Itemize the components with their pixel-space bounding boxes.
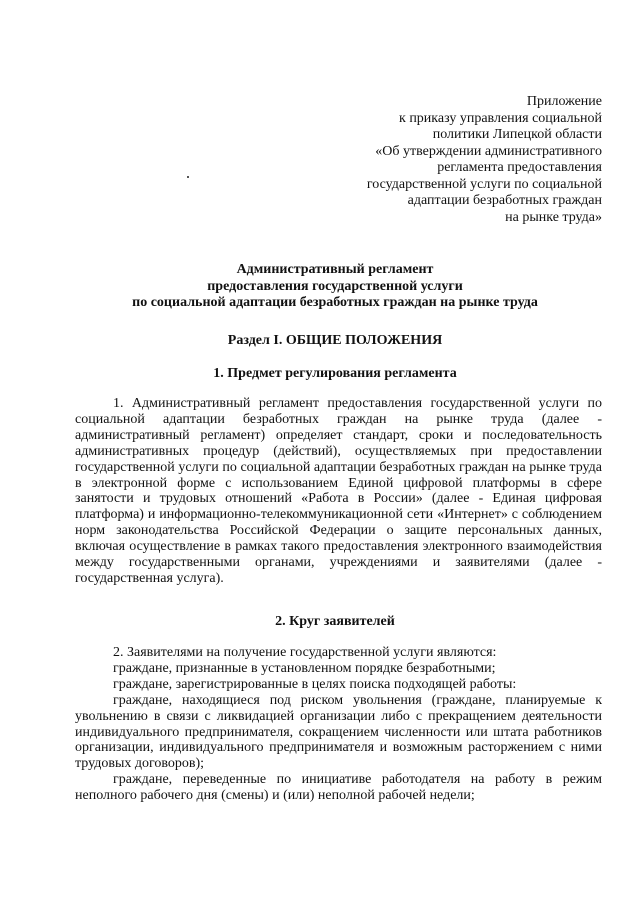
title-line: Административный регламент (236, 262, 434, 277)
subsection-body-1 (75, 396, 602, 587)
appendix-line: политики Липецкой области (432, 127, 602, 142)
paragraph: 2. Заявителями на получение государственной услуги являются: (113, 645, 497, 660)
document-title (70, 262, 600, 312)
paragraph: граждане, признанные в установленном порядке безработными; (113, 660, 496, 676)
appendix-block (367, 94, 602, 226)
appendix-line: государственной услуги по социальной (366, 176, 602, 192)
paragraph: граждане, находящиеся под риском увольнения (граждане, планируемые к увольнению в связи с ликвидацией организации либо с прекращением деятельности индивидуального предпринимателя, сокращением численности или штата работников организации, индивидуального предпринимателя и возможным расторжением с ними трудовых договоров); (75, 692, 602, 772)
appendix-line: Приложение (526, 94, 602, 109)
title-line: предоставления государственной услуги (207, 278, 463, 294)
appendix-line: «Об утверждении административного (375, 143, 602, 159)
subsection-heading-2: 2. Круг заявителей (275, 614, 395, 629)
subsection-body-2 (75, 645, 602, 804)
appendix-line: регламента предоставления (437, 160, 602, 175)
section-heading: Раздел I. ОБЩИЕ ПОЛОЖЕНИЯ (227, 333, 443, 348)
paragraph: 1. Административный регламент предоставления государственной услуги по социальной адаптации безработных граждан на рынке труда (далее - административный регламент) определяет стандарт, сроки и последовательность административных процедур (действий), осуществляемых при предоставлении государственной услуги по социальной адаптации безработных граждан на рынке труда в электронной форме с использованием Единой цифровой платформы в сфере занятости и трудовых отношений «Работа в России» (далее - Единая цифровая платформа) и информационно-телекоммуникационной сети «Интернет» с соблюдением норм законодательства Российской Федерации о защите персональных данных, включая осуществление в рамках такого предоставления электронного взаимодействия между государственными органами, учреждениями и заявителями (далее - государственная услуга). (75, 396, 602, 586)
appendix-line: к приказу управления социальной (399, 110, 602, 126)
title-line: по социальной адаптации безработных граждан на рынке труда (132, 295, 538, 310)
subsection-heading-1: 1. Предмет регулирования регламента (213, 366, 457, 381)
appendix-line: адаптации безработных граждан (407, 193, 602, 208)
paragraph: граждане, зарегистрированные в целях поиска подходящей работы: (113, 676, 517, 692)
appendix-line: на рынке труда» (505, 209, 602, 225)
paragraph: граждане, переведенные по инициативе работодателя на работу в режим неполного рабочего дня (смены) и (или) неполной рабочей недели; (75, 772, 602, 804)
scan-speck (187, 176, 189, 178)
